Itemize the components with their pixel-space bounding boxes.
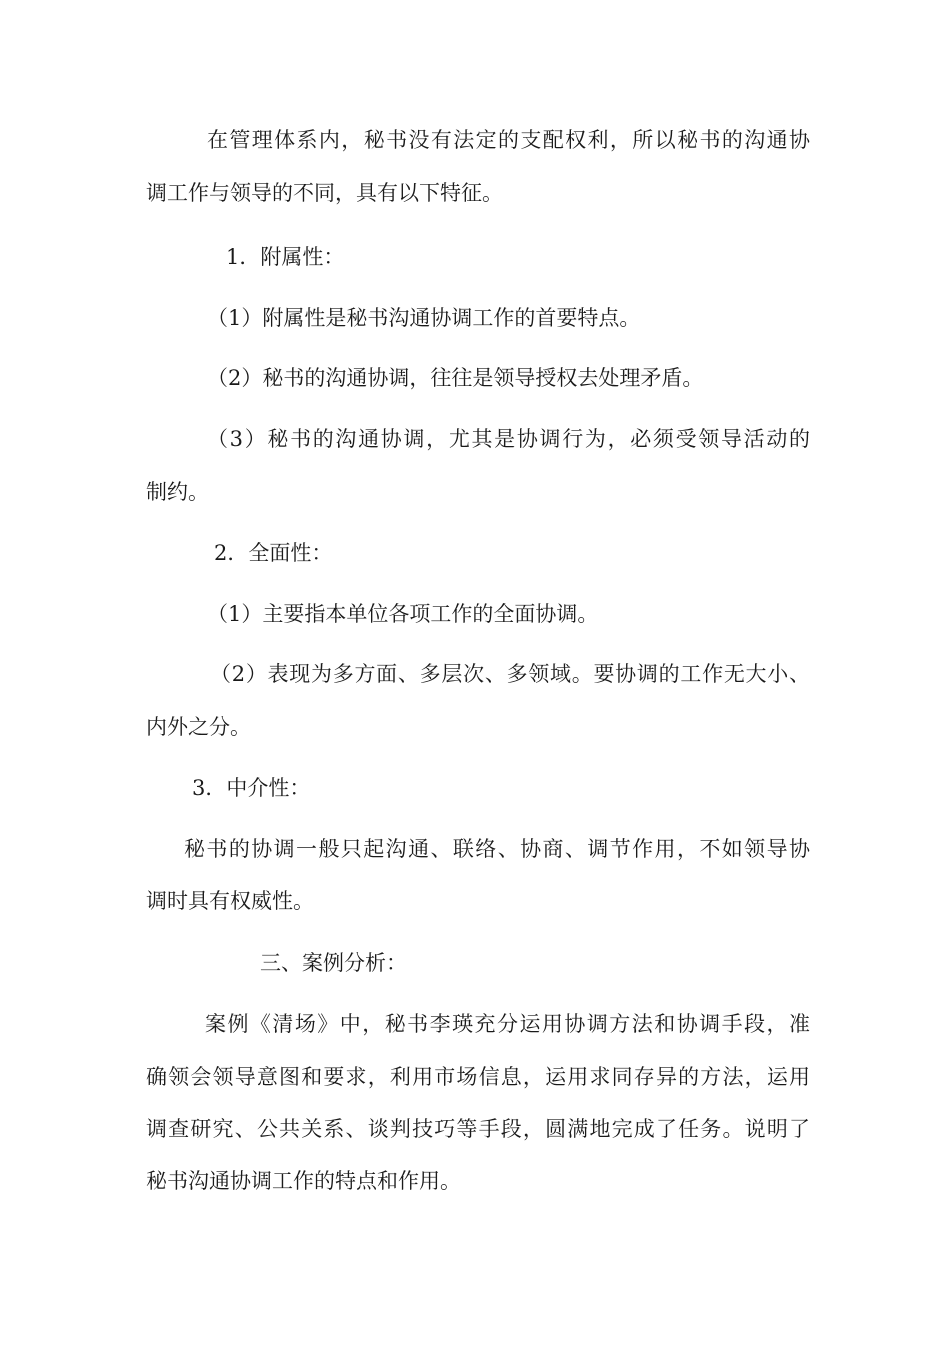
item-subordinate-2: （2）秘书的沟通协调，往往是领导授权去处理矛盾。 (207, 366, 704, 390)
paragraph-case-line-2: 确领会领导意图和要求，利用市场信息，运用求同存异的方法，运用 (146, 1065, 810, 1089)
heading-case-analysis: 三、案例分析： (260, 951, 407, 975)
paragraph-intro-line-1: 在管理体系内，秘书没有法定的支配权利，所以秘书的沟通协 (207, 128, 810, 152)
paragraph-intermediary-line-2: 调时具有权威性。 (146, 889, 314, 913)
paragraph-case-line-3: 调查研究、公共关系、谈判技巧等手段，圆满地完成了任务。说明了 (146, 1117, 810, 1141)
paragraph-case-line-4: 秘书沟通协调工作的特点和作用。 (146, 1169, 461, 1193)
paragraph-intermediary-line-1: 秘书的协调一般只起沟通、联络、协商、调节作用，不如领导协 (184, 837, 810, 861)
item-subordinate-3-line-2: 制约。 (146, 480, 209, 504)
paragraph-case-line-1: 案例《清场》中，秘书李瑛充分运用协调方法和协调手段，准 (205, 1012, 810, 1036)
item-comprehensive-2-line-2: 内外之分。 (146, 715, 251, 739)
heading-subordinate: 1．附属性： (226, 245, 345, 269)
item-subordinate-3-line-1: （3）秘书的沟通协调，尤其是协调行为，必须受领导活动的 (207, 427, 810, 451)
heading-intermediary: 3．中介性： (192, 776, 311, 800)
paragraph-intro-line-2: 调工作与领导的不同，具有以下特征。 (146, 181, 503, 205)
heading-comprehensive: 2．全面性： (214, 541, 333, 565)
item-comprehensive-1: （1）主要指本单位各项工作的全面协调。 (207, 602, 599, 626)
item-subordinate-1: （1）附属性是秘书沟通协调工作的首要特点。 (207, 306, 641, 330)
item-comprehensive-2-line-1: （2）表现为多方面、多层次、多领域。要协调的工作无大小、 (210, 662, 810, 686)
